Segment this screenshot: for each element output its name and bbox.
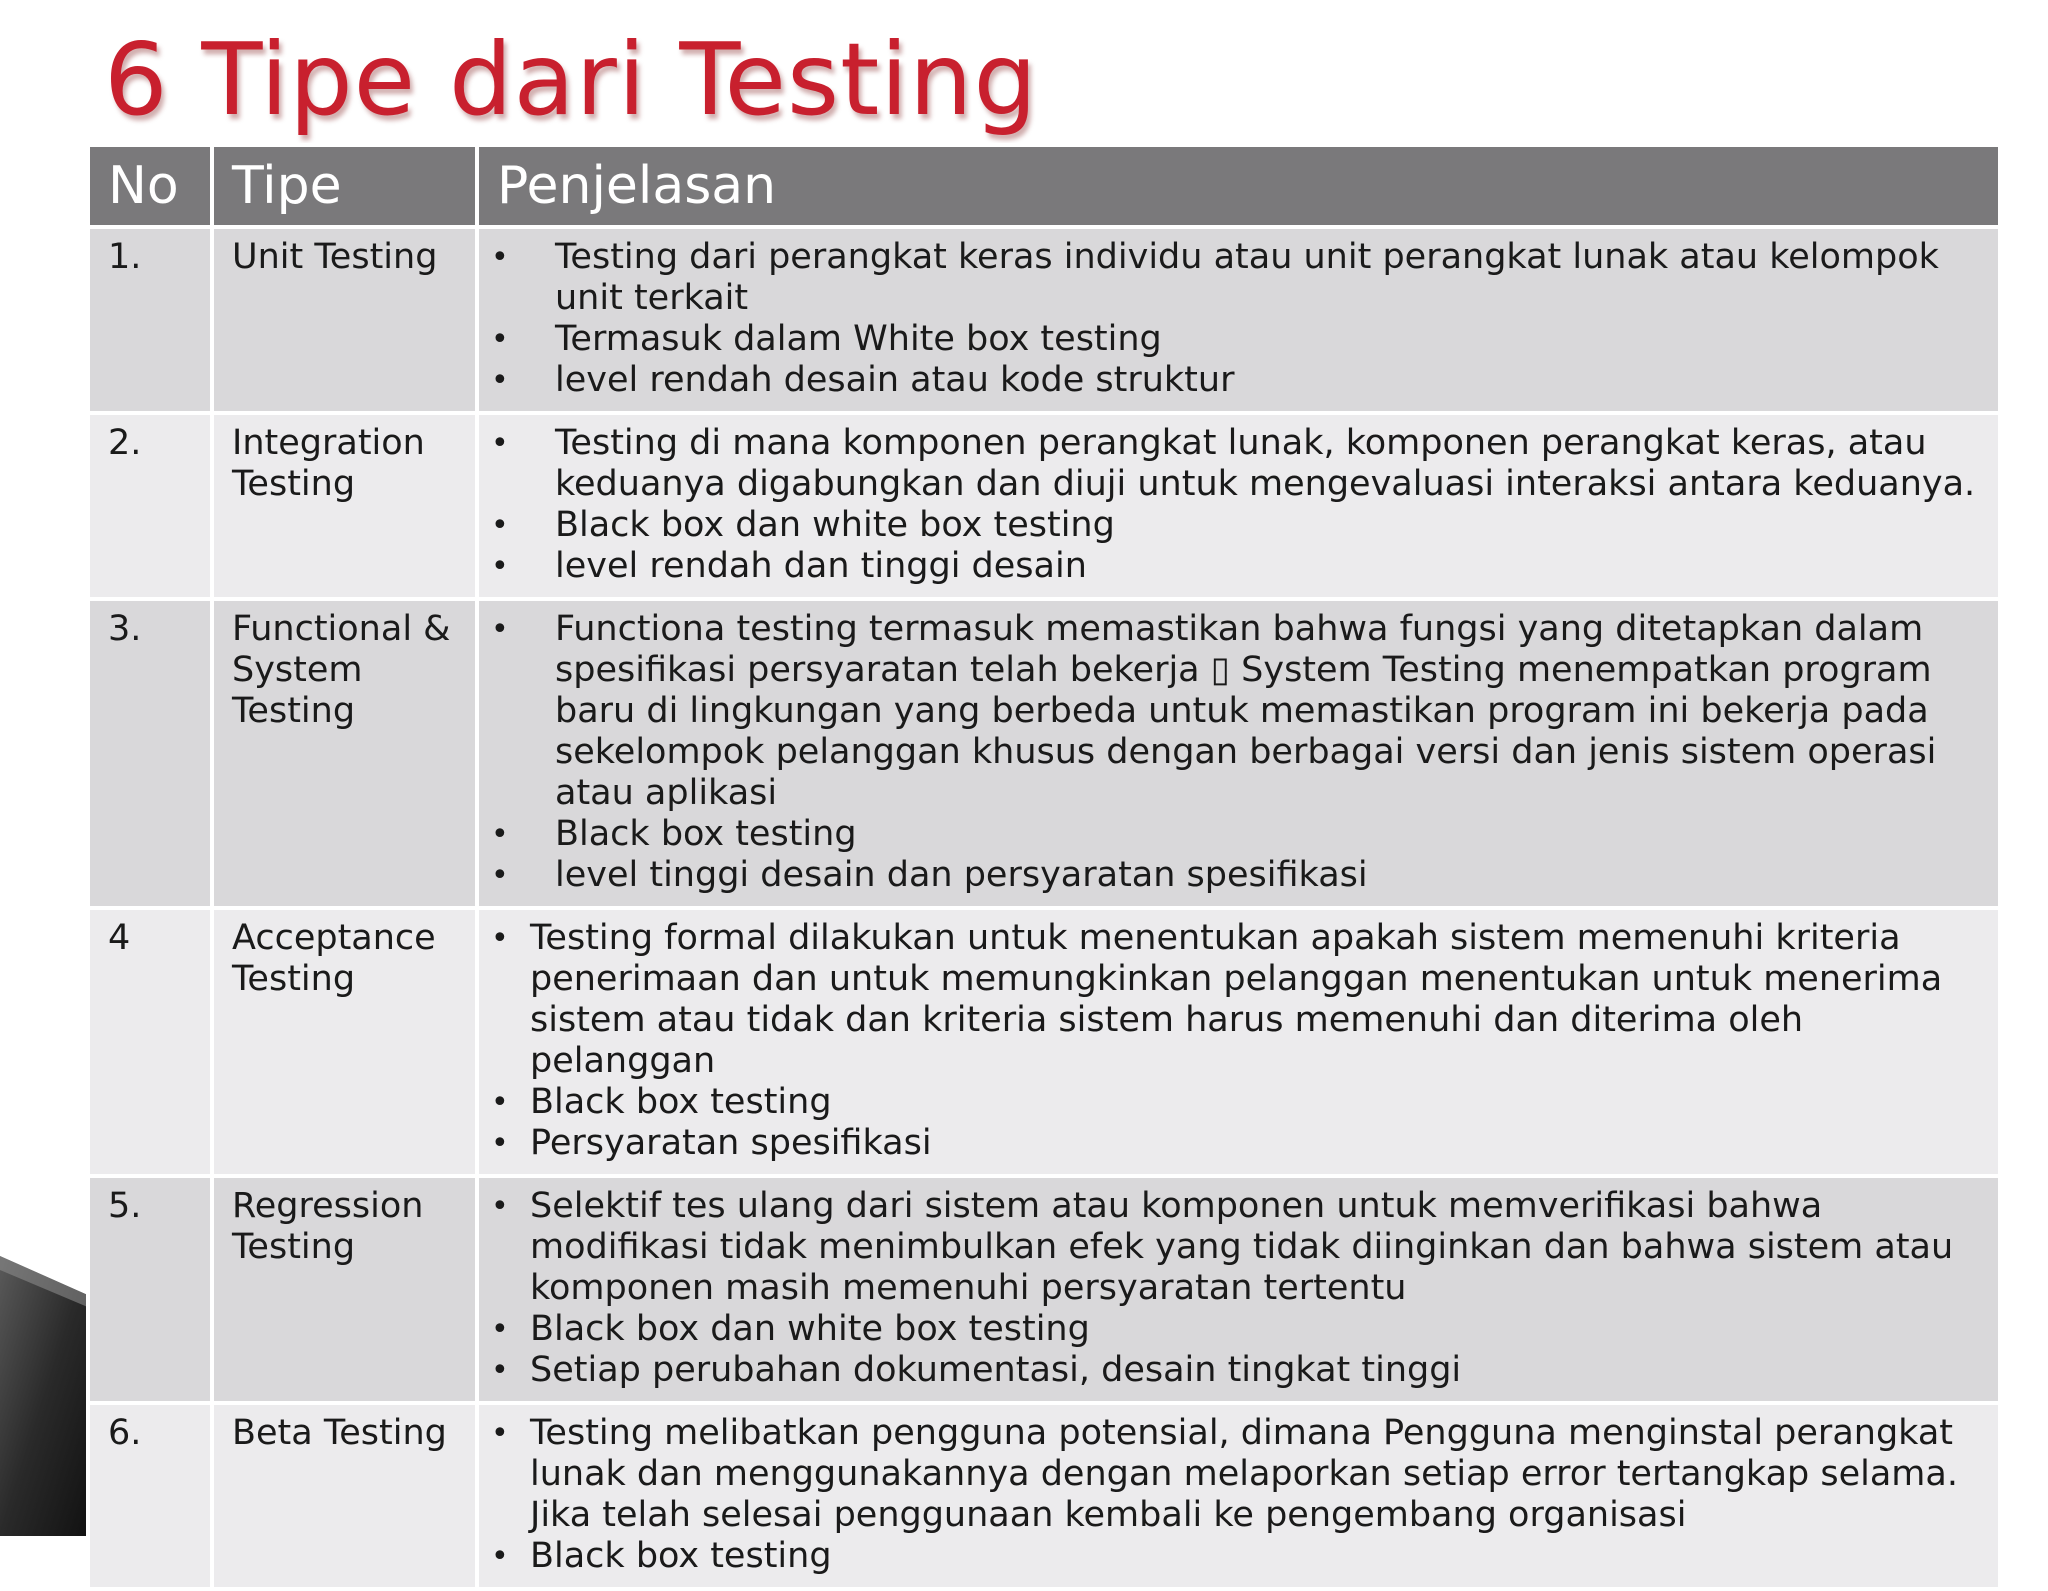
explanation-item: • Testing dari perangkat keras individu atau unit perangkat lunak atau kelompok unit terkait bbox=[489, 237, 1980, 319]
table-row bbox=[88, 1176, 2000, 1403]
explanation-item: • Black box testing bbox=[489, 1082, 1980, 1123]
row-number: 2. bbox=[88, 413, 212, 599]
explanation-list bbox=[489, 1186, 1980, 1391]
explanation-item: • Testing melibatkan pengguna potensial, dimana Pengguna menginstal perangkat lunak dan menggunakannya dengan melaporkan setiap error tertangkap selama. Jika telah selesai penggunaan kembali ke pengembang organisasi bbox=[489, 1413, 1980, 1536]
row-number: 4 bbox=[88, 908, 212, 1176]
explanation-item: • Black box dan white box testing bbox=[489, 505, 1980, 546]
explanation-item: • Black box dan white box testing bbox=[489, 1309, 1980, 1350]
table-row bbox=[88, 413, 2000, 599]
row-type: Regression Testing bbox=[212, 1176, 477, 1403]
explanation-item: • level rendah dan tinggi desain bbox=[489, 546, 1980, 587]
row-number: 1. bbox=[88, 227, 212, 413]
slide-title: 6 Tipe dari Testing bbox=[104, 21, 1038, 138]
explanation-item: • Persyaratan spesifikasi bbox=[489, 1123, 1980, 1164]
row-type: Integration Testing bbox=[212, 413, 477, 599]
explanation-item: • Black box testing bbox=[489, 814, 1980, 855]
explanation-item: • Setiap perubahan dokumentasi, desain tingkat tinggi bbox=[489, 1350, 1980, 1391]
explanation-item: • Testing di mana komponen perangkat lunak, komponen perangkat keras, atau keduanya digabungkan dan diuji untuk mengevaluasi interaksi antara keduanya. bbox=[489, 423, 1980, 505]
explanation-item: • Functiona testing termasuk memastikan bahwa fungsi yang ditetapkan dalam spesifikasi persyaratan telah bekerja ▯ System Testing menempatkan program baru di lingkungan yang berbeda untuk memastikan program ini bekerja pada sekelompok pelanggan khusus dengan berbagai versi dan jenis sistem operasi atau aplikasi bbox=[489, 609, 1980, 814]
row-explanation bbox=[477, 227, 2000, 413]
explanation-item: • Termasuk dalam White box testing bbox=[489, 319, 1980, 360]
table-row bbox=[88, 1403, 2000, 1589]
corner-decoration bbox=[0, 1256, 90, 1536]
table-header-row bbox=[88, 145, 2000, 227]
row-explanation bbox=[477, 908, 2000, 1176]
row-explanation bbox=[477, 413, 2000, 599]
table-row bbox=[88, 227, 2000, 413]
explanation-list bbox=[489, 423, 1980, 587]
explanation-item: • Testing formal dilakukan untuk menentukan apakah sistem memenuhi kriteria penerimaan dan untuk memungkinkan pelanggan menentukan untuk menerima sistem atau tidak dan kriteria sistem harus memenuhi dan diterima oleh pelanggan bbox=[489, 918, 1980, 1082]
explanation-list bbox=[489, 1413, 1980, 1577]
row-explanation bbox=[477, 599, 2000, 908]
testing-types-table bbox=[86, 143, 2002, 1591]
column-header-penjelasan: Penjelasan bbox=[477, 145, 2000, 227]
explanation-list bbox=[489, 609, 1980, 896]
explanation-item: • Selektif tes ulang dari sistem atau komponen untuk memverifikasi bahwa modifikasi tidak menimbulkan efek yang tidak diinginkan dan bahwa sistem atau komponen masih memenuhi persyaratan tertentu bbox=[489, 1186, 1980, 1309]
explanation-list bbox=[489, 237, 1980, 401]
explanation-item: • Black box testing bbox=[489, 1536, 1980, 1577]
row-type: Unit Testing bbox=[212, 227, 477, 413]
row-type: Functional & System Testing bbox=[212, 599, 477, 908]
column-header-no: No bbox=[88, 145, 212, 227]
row-explanation bbox=[477, 1403, 2000, 1589]
explanation-list bbox=[489, 918, 1980, 1164]
table-row bbox=[88, 599, 2000, 908]
explanation-item: • level rendah desain atau kode struktur bbox=[489, 360, 1980, 401]
row-number: 3. bbox=[88, 599, 212, 908]
table-row bbox=[88, 908, 2000, 1176]
row-type: Beta Testing bbox=[212, 1403, 477, 1589]
explanation-item: • level tinggi desain dan persyaratan spesifikasi bbox=[489, 855, 1980, 896]
row-number: 6. bbox=[88, 1403, 212, 1589]
column-header-tipe: Tipe bbox=[212, 145, 477, 227]
row-number: 5. bbox=[88, 1176, 212, 1403]
row-explanation bbox=[477, 1176, 2000, 1403]
row-type: Acceptance Testing bbox=[212, 908, 477, 1176]
